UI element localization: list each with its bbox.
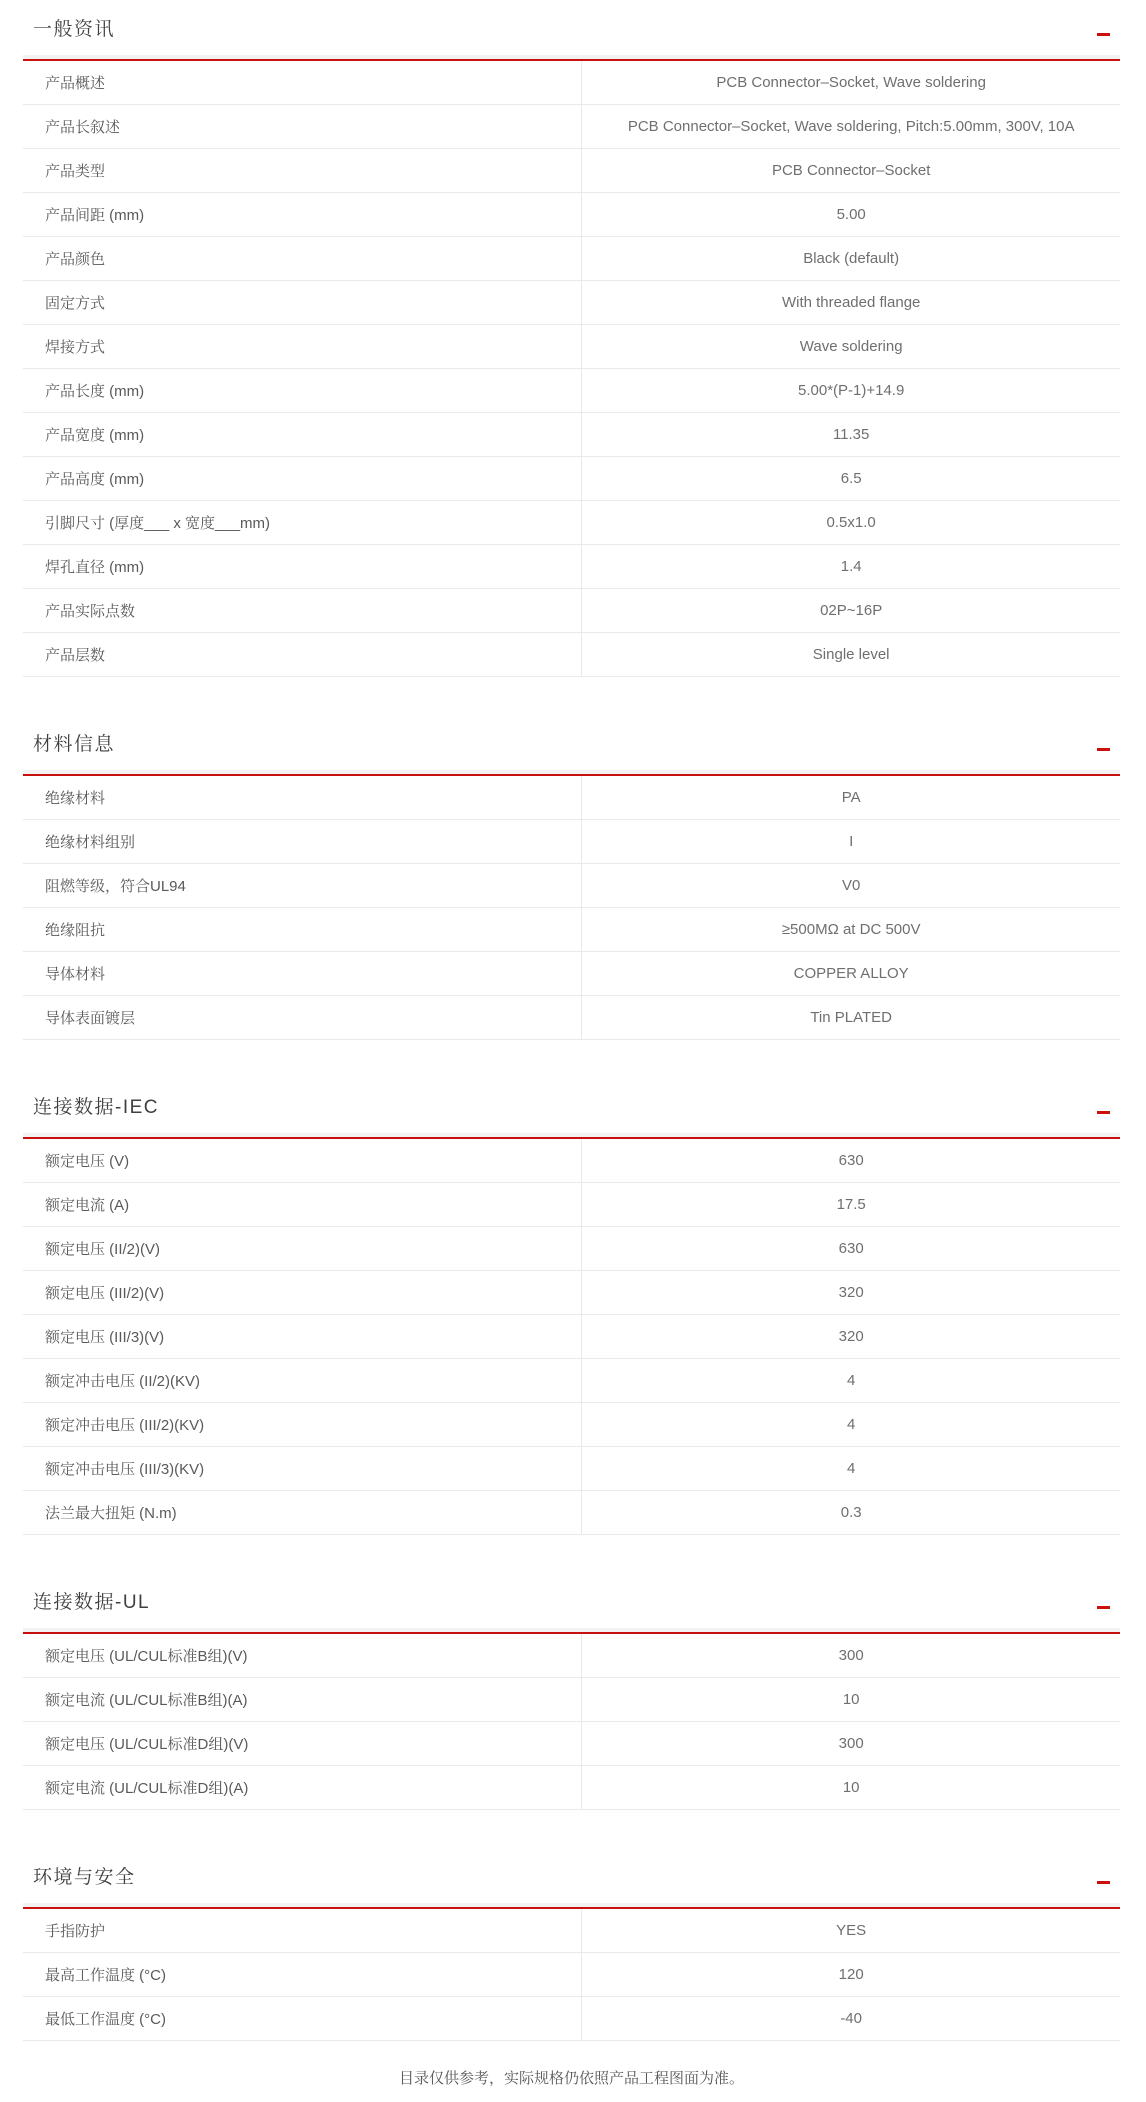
- spec-table: [23, 1137, 1120, 1535]
- spec-label: 产品间距 (mm): [23, 193, 582, 237]
- spec-value: PCB Connector–Socket: [582, 149, 1120, 193]
- spec-label: 最低工作温度 (°C): [23, 1997, 582, 2041]
- spec-label: 额定电压 (III/2)(V): [23, 1271, 582, 1315]
- spec-row: [23, 457, 1120, 501]
- spec-label: 绝缘材料: [23, 775, 582, 820]
- spec-row: [23, 952, 1120, 996]
- spec-label: 额定电压 (V): [23, 1138, 582, 1183]
- spec-row: [23, 589, 1120, 633]
- collapse-minus-icon[interactable]: [1097, 33, 1110, 36]
- spec-table: [23, 59, 1120, 677]
- spec-row: [23, 60, 1120, 105]
- spec-value: 10: [582, 1678, 1120, 1722]
- spec-value: 17.5: [582, 1183, 1120, 1227]
- spec-row: [23, 193, 1120, 237]
- spec-row: [23, 996, 1120, 1040]
- spec-label: 额定电流 (A): [23, 1183, 582, 1227]
- spec-label: 绝缘阻抗: [23, 908, 582, 952]
- spec-value: 300: [582, 1722, 1120, 1766]
- spec-row: [23, 1908, 1120, 1953]
- spec-row: [23, 1315, 1120, 1359]
- spec-section: [23, 14, 1120, 677]
- spec-row: [23, 281, 1120, 325]
- spec-label: 产品概述: [23, 60, 582, 105]
- spec-row: [23, 1766, 1120, 1810]
- spec-label: 额定电流 (UL/CUL标准B组)(A): [23, 1678, 582, 1722]
- spec-row: [23, 864, 1120, 908]
- spec-row: [23, 1138, 1120, 1183]
- spec-label: 引脚尺寸 (厚度___ x 宽度___mm): [23, 501, 582, 545]
- spec-value: PCB Connector–Socket, Wave soldering, Pitch:5.00mm, 300V, 10A: [582, 105, 1120, 149]
- spec-table: [23, 1907, 1120, 2041]
- spec-value: 02P~16P: [582, 589, 1120, 633]
- spec-value: 300: [582, 1633, 1120, 1678]
- spec-label: 产品颜色: [23, 237, 582, 281]
- spec-label: 产品长度 (mm): [23, 369, 582, 413]
- section-title: 材料信息: [33, 734, 116, 755]
- spec-row: [23, 1447, 1120, 1491]
- spec-row: [23, 1359, 1120, 1403]
- spec-label: 阻燃等级，符合UL94: [23, 864, 582, 908]
- spec-label: 额定电压 (III/3)(V): [23, 1315, 582, 1359]
- spec-label: 额定电压 (UL/CUL标准B组)(V): [23, 1633, 582, 1678]
- section-title: 环境与安全: [33, 1867, 136, 1888]
- spec-row: [23, 1997, 1120, 2041]
- collapse-minus-icon[interactable]: [1097, 1111, 1110, 1114]
- spec-value: Black (default): [582, 237, 1120, 281]
- spec-value: 630: [582, 1138, 1120, 1183]
- spec-value: 0.3: [582, 1491, 1120, 1535]
- spec-value: V0: [582, 864, 1120, 908]
- spec-label: 焊孔直径 (mm): [23, 545, 582, 589]
- spec-value: 11.35: [582, 413, 1120, 457]
- spec-value: 4: [582, 1403, 1120, 1447]
- section-header: [23, 729, 1120, 770]
- spec-row: [23, 413, 1120, 457]
- spec-table: [23, 774, 1120, 1040]
- spec-row: [23, 1953, 1120, 1997]
- spec-label: 额定冲击电压 (III/2)(KV): [23, 1403, 582, 1447]
- spec-row: [23, 501, 1120, 545]
- spec-label: 产品长叙述: [23, 105, 582, 149]
- spec-label: 额定冲击电压 (II/2)(KV): [23, 1359, 582, 1403]
- spec-row: [23, 820, 1120, 864]
- spec-row: [23, 149, 1120, 193]
- spec-value: 4: [582, 1447, 1120, 1491]
- spec-row: [23, 1227, 1120, 1271]
- section-header: [23, 1587, 1120, 1628]
- spec-value: With threaded flange: [582, 281, 1120, 325]
- spec-value: YES: [582, 1908, 1120, 1953]
- spec-label: 固定方式: [23, 281, 582, 325]
- collapse-minus-icon[interactable]: [1097, 1881, 1110, 1884]
- spec-row: [23, 545, 1120, 589]
- spec-value: I: [582, 820, 1120, 864]
- collapse-minus-icon[interactable]: [1097, 748, 1110, 751]
- spec-value: 320: [582, 1271, 1120, 1315]
- spec-value: 4: [582, 1359, 1120, 1403]
- spec-row: [23, 1633, 1120, 1678]
- spec-row: [23, 1678, 1120, 1722]
- spec-label: 法兰最大扭矩 (N.m): [23, 1491, 582, 1535]
- spec-label: 最高工作温度 (°C): [23, 1953, 582, 1997]
- section-header: [23, 14, 1120, 55]
- spec-row: [23, 1271, 1120, 1315]
- spec-row: [23, 1403, 1120, 1447]
- spec-label: 手指防护: [23, 1908, 582, 1953]
- spec-section: [23, 1587, 1120, 1810]
- spec-value: 320: [582, 1315, 1120, 1359]
- spec-label: 导体材料: [23, 952, 582, 996]
- spec-value: 10: [582, 1766, 1120, 1810]
- spec-label: 额定电压 (UL/CUL标准D组)(V): [23, 1722, 582, 1766]
- spec-value: PA: [582, 775, 1120, 820]
- spec-label: 额定电流 (UL/CUL标准D组)(A): [23, 1766, 582, 1810]
- spec-row: [23, 237, 1120, 281]
- spec-value: Single level: [582, 633, 1120, 677]
- section-title: 连接数据-IEC: [33, 1097, 160, 1118]
- spec-value: -40: [582, 1997, 1120, 2041]
- spec-value: 1.4: [582, 545, 1120, 589]
- spec-section: [23, 729, 1120, 1040]
- spec-row: [23, 325, 1120, 369]
- spec-value: 120: [582, 1953, 1120, 1997]
- spec-row: [23, 908, 1120, 952]
- spec-row: [23, 1722, 1120, 1766]
- section-title: 一般资讯: [33, 19, 116, 40]
- spec-label: 绝缘材料组别: [23, 820, 582, 864]
- spec-value: ≥500MΩ at DC 500V: [582, 908, 1120, 952]
- spec-row: [23, 633, 1120, 677]
- spec-label: 产品高度 (mm): [23, 457, 582, 501]
- spec-label: 产品类型: [23, 149, 582, 193]
- spec-row: [23, 369, 1120, 413]
- spec-label: 产品实际点数: [23, 589, 582, 633]
- spec-label: 额定冲击电压 (III/3)(KV): [23, 1447, 582, 1491]
- spec-label: 产品层数: [23, 633, 582, 677]
- section-header: [23, 1092, 1120, 1133]
- spec-label: 导体表面镀层: [23, 996, 582, 1040]
- spec-value: 5.00: [582, 193, 1120, 237]
- spec-value: Tin PLATED: [582, 996, 1120, 1040]
- spec-section: [23, 1862, 1120, 2041]
- spec-label: 额定电压 (II/2)(V): [23, 1227, 582, 1271]
- spec-row: [23, 105, 1120, 149]
- spec-section: [23, 1092, 1120, 1535]
- spec-label: 焊接方式: [23, 325, 582, 369]
- section-header: [23, 1862, 1120, 1903]
- spec-value: 6.5: [582, 457, 1120, 501]
- spec-value: Wave soldering: [582, 325, 1120, 369]
- spec-label: 产品宽度 (mm): [23, 413, 582, 457]
- spec-row: [23, 1491, 1120, 1535]
- section-title: 连接数据-UL: [33, 1592, 151, 1613]
- spec-value: 630: [582, 1227, 1120, 1271]
- spec-value: COPPER ALLOY: [582, 952, 1120, 996]
- spec-sections-container: [23, 14, 1120, 2041]
- spec-value: 0.5x1.0: [582, 501, 1120, 545]
- footer-disclaimer: 目录仅供参考，实际规格仍依照产品工程图面为准。: [398, 2070, 744, 2087]
- spec-value: 5.00*(P-1)+14.9: [582, 369, 1120, 413]
- spec-row: [23, 1183, 1120, 1227]
- spec-table: [23, 1632, 1120, 1810]
- spec-value: PCB Connector–Socket, Wave soldering: [582, 60, 1120, 105]
- spec-row: [23, 775, 1120, 820]
- collapse-minus-icon[interactable]: [1097, 1606, 1110, 1609]
